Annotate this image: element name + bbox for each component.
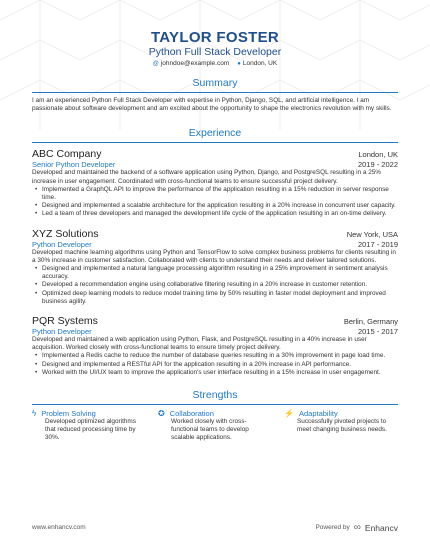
job-bullet: • Designed and implemented a natural language processing algorithm resulting in a 25% improvement in sentiment analysis accuracy.: [42, 265, 398, 281]
lightning-icon: ϟ: [32, 409, 37, 419]
strength-title: Adaptability: [298, 409, 338, 419]
summary-text: I am an experienced Python Full Stack Developer with expertise in Python, Django, SQL, and artificial intelligence. I am passionate about software development and am excited about the opportunity to shape the electronics revolution with my skills.: [32, 97, 392, 113]
email-contact[interactable]: [153, 60, 229, 67]
experience-heading: Experience: [188, 127, 242, 140]
job-role: Python Developer: [32, 327, 92, 337]
powered-by-label: Powered by: [315, 524, 350, 531]
footer-website-link[interactable]: www.enhancv.com: [32, 524, 86, 531]
job-role: Senior Python Developer: [32, 160, 116, 170]
contact-info: [32, 60, 398, 67]
enhancv-logo-icon: ∞: [353, 522, 361, 533]
strength-item: [284, 409, 398, 443]
location-text: London, UK: [242, 60, 278, 67]
strengths-heading: Strengths: [192, 389, 238, 402]
page-footer: [32, 522, 398, 533]
job-location: London, UK: [358, 150, 398, 160]
job-bullet: • Developed a recommendation engine using collaborative filtering resulting in a 20% increase in customer retention.: [42, 281, 398, 289]
job-dates: 2019 - 2022: [357, 160, 398, 170]
job-bullets: [32, 265, 398, 306]
candidate-name: TAYLOR FOSTER: [150, 29, 280, 46]
medal-icon: ✪: [158, 409, 165, 419]
job-location: Berlin, Germany: [343, 317, 398, 327]
resume-header: [32, 0, 398, 67]
strength-item: [158, 409, 272, 443]
job-entry: [32, 315, 398, 377]
location-contact: [237, 60, 277, 67]
strength-description: Developed optimized algorithms that reduced processing time by 30%.: [45, 418, 136, 442]
job-company: ABC Company: [32, 148, 102, 161]
job-company: XYZ Solutions: [32, 227, 99, 240]
job-description: Developed and maintained the backend of a software application using Python, Django, and PostgreSQL resulting in a 25% increase in user engagement. Coordinated with cross-functional teams to ensure successful project delivery.: [32, 169, 381, 185]
job-bullet: • Worked with the UI/UX team to improve the application's user interface resulting in a 15% increase in user engagement.: [42, 369, 398, 377]
strengths-divider: [32, 404, 398, 405]
candidate-title: Python Full Stack Developer: [148, 46, 282, 58]
strength-title: Problem Solving: [41, 409, 96, 419]
experience-divider: [32, 142, 398, 143]
job-bullet: • Optimized deep learning models to reduce model training time by 50% resulting in faster model deployment and improved business agility.: [42, 290, 398, 306]
job-company: PQR Systems: [32, 315, 98, 328]
job-bullet: • Designed and implemented a scalable architecture for the application resulting in a 20% increase in concurrent user capacity.: [42, 202, 398, 210]
job-bullets: [32, 352, 398, 377]
strength-title: Collaboration: [169, 409, 214, 419]
job-bullets: [32, 186, 398, 219]
brand-name: Enhancv: [364, 522, 398, 533]
at-icon: @: [152, 61, 159, 67]
job-description: Developed machine learning algorithms using Python and TensorFlow to solve complex business problems for clients resulting in a 30% increase in customer satisfaction. Collaborated with clients to understand their needs and deliver tailored solutions.: [32, 248, 396, 264]
job-entry: [32, 228, 398, 306]
magic-wand-icon: ⚡: [284, 409, 294, 419]
job-bullet: • Implemented a Redis cache to reduce the number of database queries resulting in a 30% improvement in page load time.: [42, 352, 398, 360]
strength-description: Successfully pivoted projects to meet changing business needs.: [297, 418, 387, 434]
footer-brand[interactable]: [315, 522, 398, 533]
job-dates: 2017 - 2019: [357, 239, 398, 249]
job-entry: [32, 148, 398, 218]
job-bullet: • Designed and implemented a RESTful API for the application resulting in a 20% increase in API performance.: [42, 361, 398, 369]
job-bullet: • Implemented a GraphQL API to improve the performance of the application resulting in a 15% reduction in server response time.: [42, 186, 398, 202]
job-bullet: • Led a team of three developers and managed the development life cycle of the application resulting in an on-time delivery.: [42, 210, 398, 218]
job-location: New York, USA: [346, 229, 398, 239]
email-text: johndoe@example.com: [160, 60, 230, 67]
summary-heading: Summary: [192, 77, 238, 89]
location-pin-icon: ●: [237, 61, 241, 67]
strength-description: Worked closely with cross-functional teams to develop scalable applications.: [171, 418, 249, 442]
strength-item: [32, 409, 146, 443]
strengths-list: [32, 409, 398, 443]
summary-divider: [32, 92, 398, 93]
job-description: Developed and maintained a web application using Python, Flask, and PostgreSQL resulting in a 40% increase in user acquisition. Worked closely with cross-functional teams to ensure timely project delivery.: [32, 336, 367, 352]
job-dates: 2015 - 2017: [357, 327, 398, 337]
job-role: Python Developer: [32, 239, 92, 249]
